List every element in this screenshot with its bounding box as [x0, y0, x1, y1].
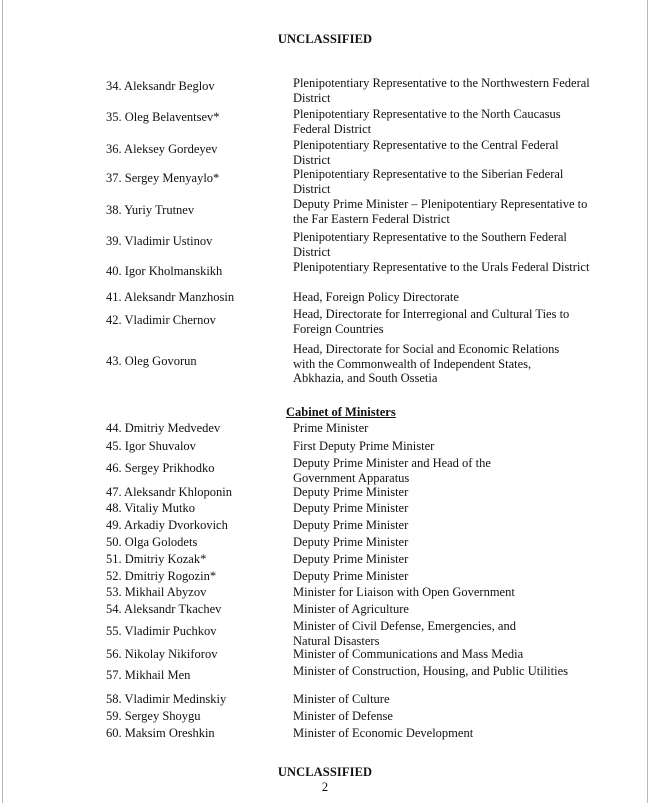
official-title: Deputy Prime Minister — [293, 552, 409, 566]
official-name: 58. Vladimir Medinskiy — [106, 692, 227, 706]
official-name: 52. Dmitriy Rogozin* — [106, 569, 217, 583]
official-name: 47. Aleksandr Khloponin — [106, 485, 233, 499]
official-name: 54. Aleksandr Tkachev — [106, 602, 222, 616]
official-title: Minister for Liaison with Open Government — [293, 585, 515, 599]
official-name: 37. Sergey Menyaylo* — [106, 171, 220, 185]
official-name: 39. Vladimir Ustinov — [106, 234, 213, 248]
official-title: Head, Foreign Policy Directorate — [293, 290, 459, 304]
official-name: 36. Aleksey Gordeyev — [106, 142, 218, 156]
official-title: Minister of Communications and Mass Media — [293, 647, 524, 661]
official-name: 57. Mikhail Men — [106, 668, 191, 682]
official-name: 49. Arkadiy Dvorkovich — [106, 518, 228, 532]
official-title: Minister of Economic Development — [293, 726, 474, 740]
official-name: 42. Vladimir Chernov — [106, 313, 216, 327]
official-title: First Deputy Prime Minister — [293, 439, 435, 453]
official-title: Deputy Prime Minister — [293, 501, 409, 515]
official-name: 44. Dmitriy Medvedev — [106, 421, 221, 435]
official-title: Minister of Civil Defense, Emergencies, and Natural Disasters — [293, 619, 516, 648]
official-name: 45. Igor Shuvalov — [106, 439, 196, 453]
official-name: 38. Yuriy Trutnev — [106, 203, 195, 217]
official-title: Deputy Prime Minister – Plenipotentiary Representative to the Far Eastern Federal District — [293, 197, 588, 226]
classification-header: UNCLASSIFIED — [277, 32, 373, 46]
official-title: Deputy Prime Minister — [293, 569, 409, 583]
document-page — [2, 0, 648, 803]
official-title: Deputy Prime Minister — [293, 535, 409, 549]
official-title: Minister of Agriculture — [293, 602, 409, 616]
official-name: 56. Nikolay Nikiforov — [106, 647, 218, 661]
official-name: 48. Vitaliy Mutko — [106, 501, 195, 515]
official-title: Minister of Culture — [293, 692, 390, 706]
section-heading-cabinet: Cabinet of Ministers — [286, 405, 396, 419]
official-name: 46. Sergey Prikhodko — [106, 461, 215, 475]
official-name: 43. Oleg Govorun — [106, 354, 197, 368]
official-name: 50. Olga Golodets — [106, 535, 198, 549]
official-name: 55. Vladimir Puchkov — [106, 624, 217, 638]
classification-footer: UNCLASSIFIED — [277, 765, 373, 779]
official-name: 53. Mikhail Abyzov — [106, 585, 207, 599]
official-title: Deputy Prime Minister — [293, 518, 409, 532]
official-name: 35. Oleg Belaventsev* — [106, 110, 220, 124]
official-title: Plenipotentiary Representative to the Northwestern Federal District — [293, 76, 590, 105]
official-title: Minister of Defense — [293, 709, 393, 723]
official-name: 34. Aleksandr Beglov — [106, 79, 215, 93]
official-title: Deputy Prime Minister and Head of the Government Apparatus — [293, 456, 491, 485]
official-title: Plenipotentiary Representative to the Southern Federal District — [293, 230, 567, 259]
official-title: Plenipotentiary Representative to the Urals Federal District — [293, 260, 590, 274]
official-name: 59. Sergey Shoygu — [106, 709, 201, 723]
official-title: Plenipotentiary Representative to the Siberian Federal District — [293, 167, 564, 196]
official-title: Deputy Prime Minister — [293, 485, 409, 499]
official-title: Plenipotentiary Representative to the Central Federal District — [293, 138, 559, 167]
page-number: 2 — [321, 780, 329, 794]
official-title: Minister of Construction, Housing, and Public Utilities — [293, 664, 568, 678]
official-name: 40. Igor Kholmanskikh — [106, 264, 223, 278]
official-title: Head, Directorate for Social and Economic Relations with the Commonwealth of Independent States, Abkhazia, and South Ossetia — [293, 342, 560, 385]
official-name: 51. Dmitriy Kozak* — [106, 552, 207, 566]
official-title: Head, Directorate for Interregional and Cultural Ties to Foreign Countries — [293, 307, 570, 336]
official-name: 41. Aleksandr Manzhosin — [106, 290, 235, 304]
official-title: Prime Minister — [293, 421, 369, 435]
official-name: 60. Maksim Oreshkin — [106, 726, 215, 740]
official-title: Plenipotentiary Representative to the North Caucasus Federal District — [293, 107, 561, 136]
